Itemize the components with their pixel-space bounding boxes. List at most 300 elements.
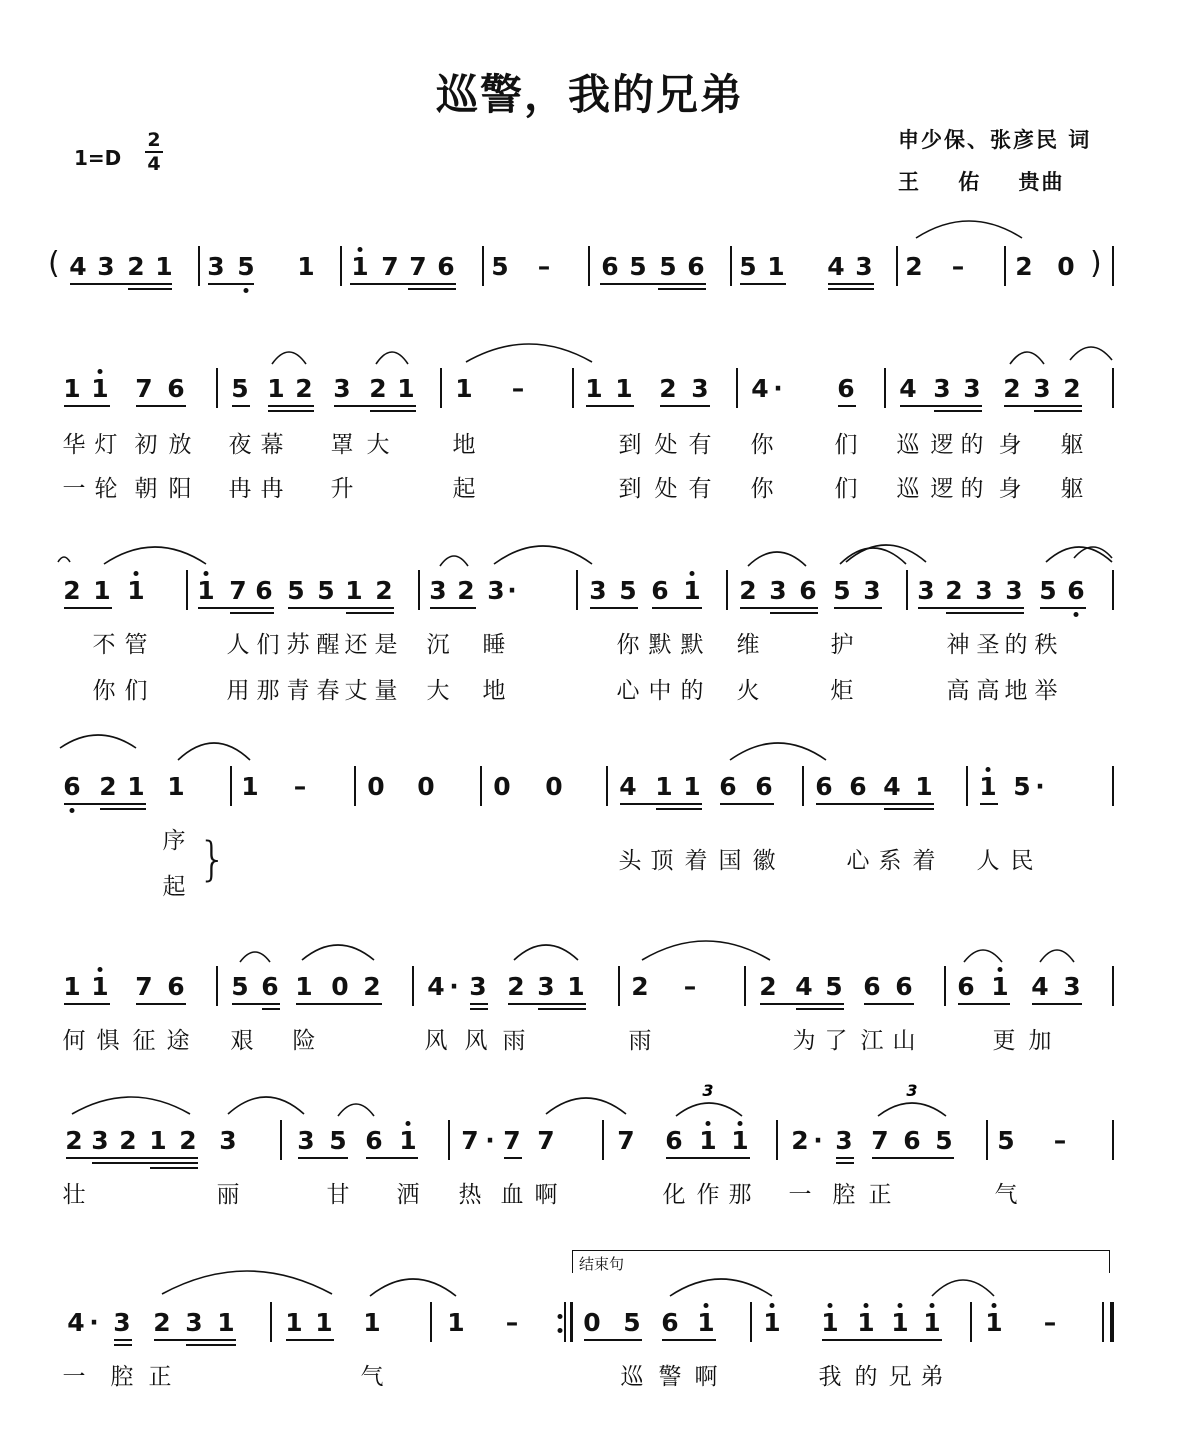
low-dot bbox=[1074, 612, 1079, 617]
note: 6 bbox=[665, 1126, 683, 1155]
high-dot bbox=[204, 571, 209, 576]
note: 4 bbox=[827, 252, 845, 281]
underline bbox=[70, 283, 172, 285]
slur bbox=[916, 221, 1022, 238]
note: 1 bbox=[567, 972, 585, 1001]
lyric-char: 险 bbox=[292, 1028, 316, 1054]
underline bbox=[980, 803, 998, 805]
lyric-char: 维 bbox=[736, 632, 760, 658]
lyric-char: 身 bbox=[998, 476, 1022, 502]
note: 3 bbox=[1063, 972, 1081, 1001]
composer-credit: 王 佑 贵曲 bbox=[898, 170, 1065, 194]
note: 4 bbox=[67, 1308, 85, 1337]
slur bbox=[1046, 547, 1112, 562]
note: – bbox=[505, 1308, 519, 1337]
lyric-char: 血 bbox=[500, 1182, 524, 1208]
note: 7 bbox=[135, 972, 153, 1001]
underline bbox=[186, 1344, 236, 1346]
note: 1 bbox=[615, 374, 633, 403]
lyric-char: 醒 bbox=[316, 632, 340, 658]
note: 1 bbox=[585, 374, 603, 403]
bar-line bbox=[1112, 966, 1114, 1006]
note: 5 bbox=[237, 252, 255, 281]
lyric-char: 人 bbox=[226, 632, 250, 658]
bar-line bbox=[1112, 570, 1114, 610]
underline bbox=[136, 1003, 186, 1005]
lyric-char: 途 bbox=[166, 1028, 190, 1054]
underline bbox=[838, 405, 856, 407]
underline bbox=[64, 1003, 110, 1005]
note: 4 bbox=[899, 374, 917, 403]
bar-line bbox=[776, 1120, 778, 1160]
slur bbox=[932, 1280, 994, 1296]
underline bbox=[584, 1339, 642, 1341]
time-signature bbox=[144, 130, 164, 174]
note: 7 bbox=[503, 1126, 521, 1155]
lyric-char: 睡 bbox=[482, 632, 506, 658]
lyric-char: 江 bbox=[860, 1028, 884, 1054]
slur bbox=[846, 545, 926, 562]
lyric-char: 惧 bbox=[96, 1028, 120, 1054]
lyric-char: 丽 bbox=[216, 1182, 240, 1208]
ending-bracket bbox=[572, 1250, 1110, 1273]
lyric-char: 民 bbox=[1010, 848, 1034, 874]
underline bbox=[900, 405, 982, 407]
note: 1 bbox=[731, 1126, 749, 1155]
dot-note: · bbox=[507, 576, 517, 605]
lyric-char: 处 bbox=[654, 476, 678, 502]
underline bbox=[268, 410, 314, 412]
note: 6 bbox=[849, 772, 867, 801]
lyric-char: 苏 bbox=[286, 632, 310, 658]
slur bbox=[878, 1103, 946, 1116]
bar-line bbox=[906, 570, 908, 610]
lyric-char: 到 bbox=[618, 476, 642, 502]
lyric-char: 身 bbox=[998, 432, 1022, 458]
lyric-char: 灯 bbox=[94, 432, 118, 458]
note: 5 bbox=[1013, 772, 1031, 801]
note: 3 bbox=[863, 576, 881, 605]
underline bbox=[1034, 410, 1082, 412]
high-dot bbox=[864, 1303, 869, 1308]
note: 5 bbox=[329, 1126, 347, 1155]
ending-label: 结束句 bbox=[579, 1255, 625, 1273]
lyric-char: 着 bbox=[912, 848, 936, 874]
underline bbox=[64, 607, 112, 609]
repeat-bar bbox=[564, 1302, 566, 1342]
note: 1 bbox=[397, 374, 415, 403]
lyricist-credit: 申少保、张彦民 词 bbox=[898, 128, 1092, 152]
lyric-char: 大 bbox=[426, 678, 450, 704]
high-dot bbox=[134, 571, 139, 576]
underline bbox=[154, 1339, 236, 1341]
note: 4 bbox=[751, 374, 769, 403]
underline bbox=[296, 1003, 382, 1005]
bar-line bbox=[448, 1120, 450, 1160]
underline bbox=[232, 1003, 280, 1005]
underline bbox=[334, 405, 416, 407]
high-dot bbox=[998, 967, 1003, 972]
lyric-char: 初 bbox=[134, 432, 158, 458]
bar-line bbox=[270, 1302, 272, 1342]
lyric-char: 作 bbox=[696, 1182, 720, 1208]
underline bbox=[822, 1339, 942, 1341]
lyric-char: 你 bbox=[616, 632, 640, 658]
lyric-char: 着 bbox=[684, 848, 708, 874]
note: – bbox=[537, 252, 551, 281]
lyric-char: 春 bbox=[316, 678, 340, 704]
note: 0 bbox=[331, 972, 349, 1001]
note: 1 bbox=[91, 374, 109, 403]
high-dot bbox=[930, 1303, 935, 1308]
lyric-char: 躯 bbox=[1060, 432, 1084, 458]
note: 2 bbox=[905, 252, 923, 281]
lyric-char: 雨 bbox=[628, 1028, 652, 1054]
note: 2 bbox=[375, 576, 393, 605]
slur bbox=[162, 1271, 332, 1294]
note: 5 bbox=[231, 972, 249, 1001]
note: 4 bbox=[69, 252, 87, 281]
note: 4 bbox=[883, 772, 901, 801]
note: 6 bbox=[261, 972, 279, 1001]
lyric-char: 你 bbox=[92, 678, 116, 704]
underline bbox=[366, 1157, 418, 1159]
underline bbox=[620, 803, 702, 805]
bar-line bbox=[230, 766, 232, 806]
note: 6 bbox=[437, 252, 455, 281]
underline bbox=[864, 1003, 914, 1005]
slur bbox=[546, 1098, 626, 1114]
lyric-char: 护 bbox=[830, 632, 854, 658]
slur bbox=[338, 1104, 374, 1116]
note: 1 bbox=[91, 972, 109, 1001]
bar-line bbox=[618, 966, 620, 1006]
note: 2 bbox=[369, 374, 387, 403]
lyric-char: 顶 bbox=[650, 848, 674, 874]
note: 5 bbox=[317, 576, 335, 605]
underline bbox=[114, 1339, 132, 1341]
underline bbox=[872, 1157, 954, 1159]
lyric-char: 们 bbox=[256, 632, 280, 658]
lyric-char: 起 bbox=[452, 476, 476, 502]
note: 7 bbox=[871, 1126, 889, 1155]
underline bbox=[658, 288, 706, 290]
lyric-char: 处 bbox=[654, 432, 678, 458]
note: 6 bbox=[687, 252, 705, 281]
underline bbox=[114, 1344, 132, 1346]
note: 3 bbox=[469, 972, 487, 1001]
lyric-char: 神 bbox=[946, 632, 970, 658]
note: 7 bbox=[229, 576, 247, 605]
note: 1 bbox=[979, 772, 997, 801]
underline bbox=[740, 283, 786, 285]
low-dot bbox=[244, 288, 249, 293]
note: 1 bbox=[363, 1308, 381, 1337]
bar-line bbox=[750, 1302, 752, 1342]
note: 6 bbox=[957, 972, 975, 1001]
slur bbox=[370, 1279, 456, 1296]
note: 7 bbox=[409, 252, 427, 281]
lyric-char: 腔 bbox=[110, 1364, 134, 1390]
underline bbox=[136, 405, 186, 407]
note: 2 bbox=[65, 1126, 83, 1155]
underline bbox=[836, 1157, 854, 1159]
note: 0 bbox=[367, 772, 385, 801]
lyric-char: 你 bbox=[750, 432, 774, 458]
note: 5 bbox=[231, 374, 249, 403]
bar-line bbox=[1112, 766, 1114, 806]
note: 6 bbox=[837, 374, 855, 403]
underline bbox=[586, 405, 634, 407]
lyric-char: 更 bbox=[992, 1028, 1016, 1054]
lyric-char: 躯 bbox=[1060, 476, 1084, 502]
lyric-char: 啊 bbox=[694, 1364, 718, 1390]
note: 1 bbox=[763, 1308, 781, 1337]
note: 4 bbox=[1031, 972, 1049, 1001]
underline bbox=[816, 803, 934, 805]
lyric-char: 正 bbox=[148, 1364, 172, 1390]
note: 2 bbox=[99, 772, 117, 801]
lyric-char: 系 bbox=[878, 848, 902, 874]
high-dot bbox=[690, 571, 695, 576]
lyric-char: 甘 bbox=[326, 1182, 350, 1208]
note: 3 bbox=[855, 252, 873, 281]
lyric-char: 夜 bbox=[228, 432, 252, 458]
bar-line bbox=[480, 766, 482, 806]
note: 1 bbox=[923, 1308, 941, 1337]
lyric-char: 巡 bbox=[620, 1364, 644, 1390]
lyric-char: 高 bbox=[946, 678, 970, 704]
underline bbox=[408, 288, 456, 290]
bar-line bbox=[966, 766, 968, 806]
note: 0 bbox=[583, 1308, 601, 1337]
lyric-char: 一 bbox=[62, 476, 86, 502]
triplet-mark: 3 bbox=[702, 1081, 714, 1100]
lyric-char: 序 bbox=[162, 828, 186, 854]
lyric-char: 化 bbox=[662, 1182, 686, 1208]
lyric-char: 默 bbox=[680, 632, 704, 658]
bar-line bbox=[340, 246, 342, 286]
bar-line bbox=[216, 368, 218, 408]
note: – bbox=[1053, 1126, 1067, 1155]
triplet-mark: 3 bbox=[906, 1081, 918, 1100]
note: 1 bbox=[127, 576, 145, 605]
note: 2 bbox=[659, 374, 677, 403]
underline bbox=[150, 1167, 198, 1169]
note: 1 bbox=[315, 1308, 333, 1337]
lyric-char: 大 bbox=[366, 432, 390, 458]
lyric-char: 艰 bbox=[230, 1028, 254, 1054]
bar-line bbox=[354, 766, 356, 806]
lyric-char: 沉 bbox=[426, 632, 450, 658]
note: 3 bbox=[297, 1126, 315, 1155]
lyric-char: 地 bbox=[482, 678, 506, 704]
song-title: 巡警，我的兄弟 bbox=[435, 70, 744, 119]
bar-line bbox=[576, 570, 578, 610]
note: 1 bbox=[149, 1126, 167, 1155]
lyric-char: 你 bbox=[750, 476, 774, 502]
underline bbox=[470, 1003, 488, 1005]
lyric-char: 们 bbox=[834, 432, 858, 458]
lyric-char: 有 bbox=[688, 476, 712, 502]
note: 2 bbox=[119, 1126, 137, 1155]
note: 5 bbox=[935, 1126, 953, 1155]
note: 1 bbox=[821, 1308, 839, 1337]
note: – bbox=[511, 374, 525, 403]
bar-line bbox=[572, 368, 574, 408]
lyric-char: 弟 bbox=[920, 1364, 944, 1390]
underline bbox=[1004, 405, 1082, 407]
bar-line bbox=[1112, 246, 1114, 286]
dot-note: · bbox=[1035, 772, 1045, 801]
lyric-char: 巡 bbox=[896, 432, 920, 458]
high-dot bbox=[706, 1121, 711, 1126]
note: 6 bbox=[895, 972, 913, 1001]
lyric-char: 有 bbox=[688, 432, 712, 458]
underline bbox=[504, 1157, 522, 1159]
lyric-char: 心 bbox=[616, 678, 640, 704]
bar-line bbox=[186, 570, 188, 610]
bar-line bbox=[986, 1120, 988, 1160]
note: 1 bbox=[699, 1126, 717, 1155]
note: 6 bbox=[365, 1126, 383, 1155]
lyric-char: 了 bbox=[824, 1028, 848, 1054]
note: – bbox=[1043, 1308, 1057, 1337]
time-signature-bottom: 4 bbox=[147, 153, 161, 175]
underline bbox=[600, 283, 706, 285]
underline bbox=[508, 1003, 586, 1005]
bar-line bbox=[418, 570, 420, 610]
note: 3 bbox=[91, 1126, 109, 1155]
bar-line bbox=[1112, 1120, 1114, 1160]
lyric-char: 气 bbox=[360, 1364, 384, 1390]
lyric-char: 中 bbox=[648, 678, 672, 704]
note: 1 bbox=[63, 972, 81, 1001]
lyric-char: 量 bbox=[374, 678, 398, 704]
bar-line bbox=[944, 966, 946, 1006]
underline bbox=[288, 607, 394, 609]
bar-line bbox=[430, 1302, 432, 1342]
underline bbox=[128, 288, 172, 290]
lyric-char: 圣 bbox=[976, 632, 1000, 658]
note: 3 bbox=[429, 576, 447, 605]
note: 5 bbox=[287, 576, 305, 605]
lyric-char: 升 bbox=[330, 476, 354, 502]
underline bbox=[370, 410, 416, 412]
bar-line bbox=[198, 246, 200, 286]
lyric-char: 巡 bbox=[896, 476, 920, 502]
note: – bbox=[293, 772, 307, 801]
lyric-char: 风 bbox=[464, 1028, 488, 1054]
bar-line bbox=[412, 966, 414, 1006]
underline bbox=[958, 1003, 1010, 1005]
high-dot bbox=[992, 1303, 997, 1308]
note: 7 bbox=[537, 1126, 555, 1155]
underline bbox=[918, 607, 1024, 609]
slur bbox=[228, 1097, 304, 1114]
lyric-char: 那 bbox=[256, 678, 280, 704]
lyric-char: 风 bbox=[424, 1028, 448, 1054]
paren-close: ) bbox=[1090, 246, 1102, 281]
underline bbox=[652, 607, 702, 609]
underline bbox=[538, 1008, 586, 1010]
lyric-char: 的 bbox=[960, 476, 984, 502]
lyric-char: 的 bbox=[680, 678, 704, 704]
note: 1 bbox=[267, 374, 285, 403]
note: 2 bbox=[945, 576, 963, 605]
note: 3 bbox=[333, 374, 351, 403]
bar-line bbox=[216, 966, 218, 1006]
note: 6 bbox=[661, 1308, 679, 1337]
high-dot bbox=[704, 1303, 709, 1308]
note: 6 bbox=[719, 772, 737, 801]
lyric-char: 华 bbox=[62, 432, 86, 458]
lyric-char: 到 bbox=[618, 432, 642, 458]
lyric-char: 用 bbox=[226, 678, 250, 704]
high-dot bbox=[898, 1303, 903, 1308]
lyric-char: 幕 bbox=[260, 432, 284, 458]
note: 2 bbox=[63, 576, 81, 605]
lyric-char: 何 bbox=[62, 1028, 86, 1054]
underline bbox=[760, 1003, 844, 1005]
lyric-char: 冉 bbox=[228, 476, 252, 502]
note: 1 bbox=[991, 972, 1009, 1001]
bar-line bbox=[726, 570, 728, 610]
note: 5 bbox=[833, 576, 851, 605]
lyric-char: 国 bbox=[718, 848, 742, 874]
slur bbox=[840, 548, 906, 564]
note: 6 bbox=[651, 576, 669, 605]
note: 3 bbox=[1033, 374, 1051, 403]
note: 1 bbox=[285, 1308, 303, 1337]
note: 1 bbox=[295, 972, 313, 1001]
note: 7 bbox=[135, 374, 153, 403]
note: 4 bbox=[795, 972, 813, 1001]
note: 2 bbox=[127, 252, 145, 281]
lyric-char: 高 bbox=[976, 678, 1000, 704]
bar-line bbox=[606, 766, 608, 806]
note: 5 bbox=[659, 252, 677, 281]
slur bbox=[302, 945, 374, 960]
lyric-char: 冉 bbox=[260, 476, 284, 502]
repeat-bar-thick bbox=[570, 1302, 573, 1342]
dot-note: · bbox=[813, 1126, 823, 1155]
note: 1 bbox=[683, 772, 701, 801]
lyric-char: 一 bbox=[788, 1182, 812, 1208]
slur bbox=[376, 352, 408, 364]
note: 2 bbox=[739, 576, 757, 605]
lyric-char: 壮 bbox=[62, 1182, 86, 1208]
lyric-char: 腔 bbox=[832, 1182, 856, 1208]
bar-line bbox=[602, 1120, 604, 1160]
underline bbox=[66, 1157, 198, 1159]
note: 3 bbox=[537, 972, 555, 1001]
note: 2 bbox=[153, 1308, 171, 1337]
note: 3 bbox=[207, 252, 225, 281]
slur bbox=[642, 941, 770, 960]
note: 3 bbox=[219, 1126, 237, 1155]
note: 6 bbox=[755, 772, 773, 801]
slur bbox=[676, 1103, 742, 1116]
note: 0 bbox=[1057, 252, 1075, 281]
note: 3 bbox=[113, 1308, 131, 1337]
slur bbox=[964, 950, 1002, 962]
bar-line bbox=[896, 246, 898, 286]
dot-note: · bbox=[773, 374, 783, 403]
slur bbox=[748, 552, 806, 566]
note: 2 bbox=[507, 972, 525, 1001]
note: 1 bbox=[399, 1126, 417, 1155]
